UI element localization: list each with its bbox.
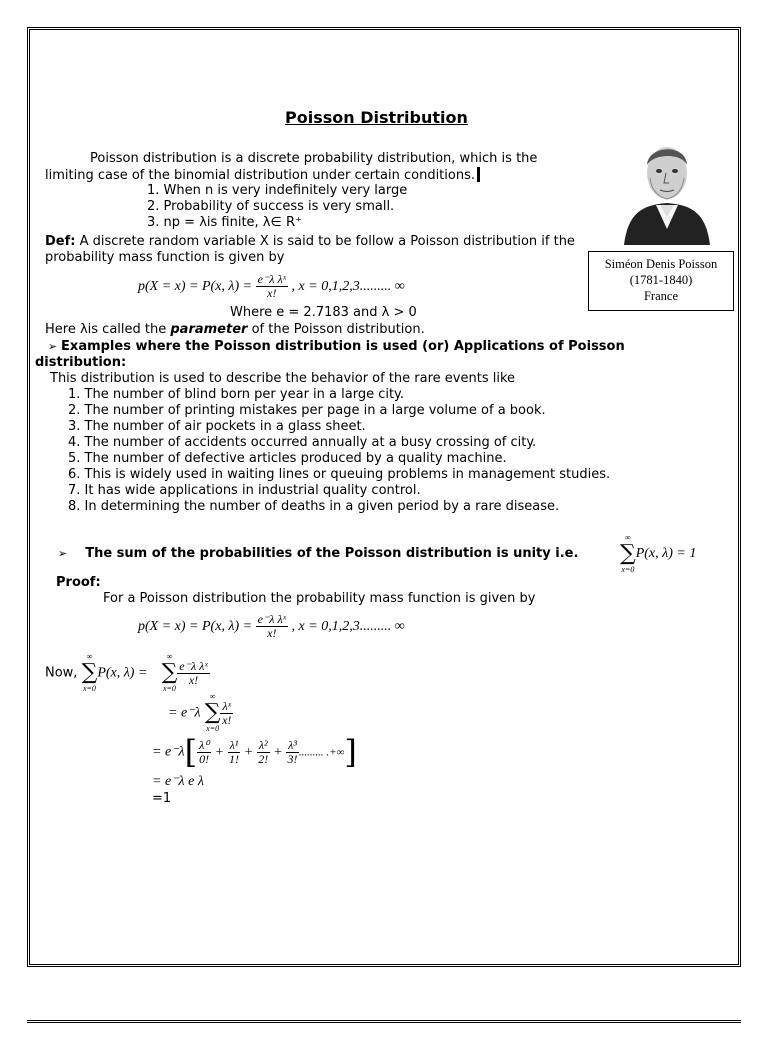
example-number: 3.: [68, 419, 85, 434]
plus-sign: +: [240, 744, 257, 760]
proof-step-2: = e⁻λ ∞ ∑ x=0 $\frac{\text{λˣ}}{x!}$: [168, 692, 232, 733]
pmf-formula-2: p(X = x) = P(x, λ) = $\frac{\text{e⁻λ λˣ}}{x!}$ , x = 0,1,2,3......... ∞: [138, 612, 405, 641]
sum-identity: ∞ ∑ x=0 P(x, λ) = 1: [620, 533, 697, 574]
arrow-bullet-icon: ➢: [48, 340, 62, 353]
definition-line-1: Def: A discrete random variable X is said to be follow a Poisson distribution if the: [45, 234, 575, 249]
example-number: 4.: [68, 435, 85, 450]
example-item: [68, 419, 366, 435]
proof-step-3: = e⁻λ[ $\frac{\text{λ⁰}}{0!}$ + $\frac{\text{λ¹}}{1!}$ + $\frac{\text{λ²}}{2!}$ + $\frac{\text{λ³}}{3!}$ ......... .+∞]: [152, 733, 357, 771]
example-text: This is widely used in waiting lines or queuing problems in management studies.: [84, 467, 611, 482]
example-number: 1.: [68, 387, 85, 402]
arrow-bullet-icon: ➢: [58, 547, 68, 560]
example-number: 8.: [68, 499, 85, 514]
example-number: 5.: [68, 451, 85, 466]
example-text: The number of defective articles produced by a quality machine.: [84, 451, 507, 466]
caption-country: France: [643, 289, 678, 303]
example-item: [68, 499, 559, 515]
definition-line-2: probability mass function is given by: [45, 250, 285, 265]
sum-heading: ➢ The sum of the probabilities of the Poisson distribution is unity i.e.: [58, 546, 579, 561]
example-item: [68, 483, 421, 499]
plus-sign: +: [269, 744, 287, 760]
condition-text: When n is very indefinitely very large: [163, 183, 408, 198]
series-term: $\frac{\text{λ²}}{2!}$: [258, 737, 269, 766]
proof-step-5: =1: [152, 791, 172, 806]
proof-step-1: Now, ∞ ∑ x=0 P(x, λ) = ∞ ∑ x=0 $\frac{\text{e⁻λ λˣ}}{x!}$: [45, 652, 208, 693]
example-item: [68, 387, 404, 403]
condition-item: [147, 215, 302, 231]
next-page-border: [27, 1020, 741, 1043]
example-number: 7.: [68, 483, 85, 498]
plus-sign: +: [211, 744, 228, 760]
example-number: 2.: [68, 403, 85, 418]
portrait-image: [620, 133, 714, 249]
text-cursor: [477, 167, 480, 182]
series-terms: [197, 737, 299, 766]
parameter-line: Here λis called the parameter of the Poisson distribution.: [45, 322, 425, 337]
example-text: In determining the number of deaths in a given period by a rare disease.: [84, 499, 560, 514]
proof-step-4: = e⁻λ e λ: [152, 774, 204, 789]
example-item: [68, 403, 546, 419]
examples-heading: ➢ Examples where the Poisson distribution is used (or) Applications of Poisson: [48, 339, 625, 354]
series-term: $\frac{\text{λ⁰}}{0!}$: [199, 737, 210, 766]
caption-name: Siméon Denis Poisson: [604, 257, 718, 271]
where-line: Where e = 2.7183 and λ > 0: [230, 305, 417, 320]
example-item: [68, 467, 610, 483]
pmf-formula: p(X = x) = P(x, λ) = $\frac{\text{e⁻λ λˣ}}{x!}$ , x = 0,1,2,3......... ∞: [138, 272, 405, 301]
intro-line-1: Poisson distribution is a discrete probability distribution, which is the: [90, 151, 538, 166]
condition-text: Probability of success is very small.: [163, 199, 395, 214]
series-term: $\frac{\text{λ³}}{3!}$: [287, 737, 298, 766]
examples-intro: This distribution is used to describe the behavior of the rare events like: [50, 371, 516, 386]
proof-text: For a Poisson distribution the probability mass function is given by: [103, 591, 536, 606]
example-item: [68, 435, 536, 451]
condition-number: 3.: [147, 215, 164, 230]
condition-number: 2.: [147, 199, 164, 214]
portrait-caption: [588, 251, 734, 311]
series-term: $\frac{\text{λ¹}}{1!}$: [228, 737, 239, 766]
example-text: The number of blind born per year in a large city.: [84, 387, 405, 402]
condition-number: 1.: [147, 183, 164, 198]
example-text: The number of accidents occurred annually at a busy crossing of city.: [84, 435, 537, 450]
examples-heading-cont: distribution:: [35, 355, 127, 370]
condition-item: [147, 199, 394, 215]
example-text: The number of printing mistakes per page in a large volume of a book.: [84, 403, 546, 418]
intro-line-2: limiting case of the binomial distribution under certain conditions.: [45, 167, 480, 184]
condition-text: np = λis finite, λ∈ R⁺: [163, 215, 302, 230]
condition-item: [147, 183, 407, 199]
proof-label: Proof:: [56, 575, 101, 590]
example-item: [68, 451, 507, 467]
example-text: It has wide applications in industrial quality control.: [84, 483, 421, 498]
example-text: The number of air pockets in a glass sheet.: [84, 419, 366, 434]
example-number: 6.: [68, 467, 85, 482]
caption-years: (1781-1840): [629, 273, 693, 287]
page-title: Poisson Distribution: [285, 108, 468, 127]
